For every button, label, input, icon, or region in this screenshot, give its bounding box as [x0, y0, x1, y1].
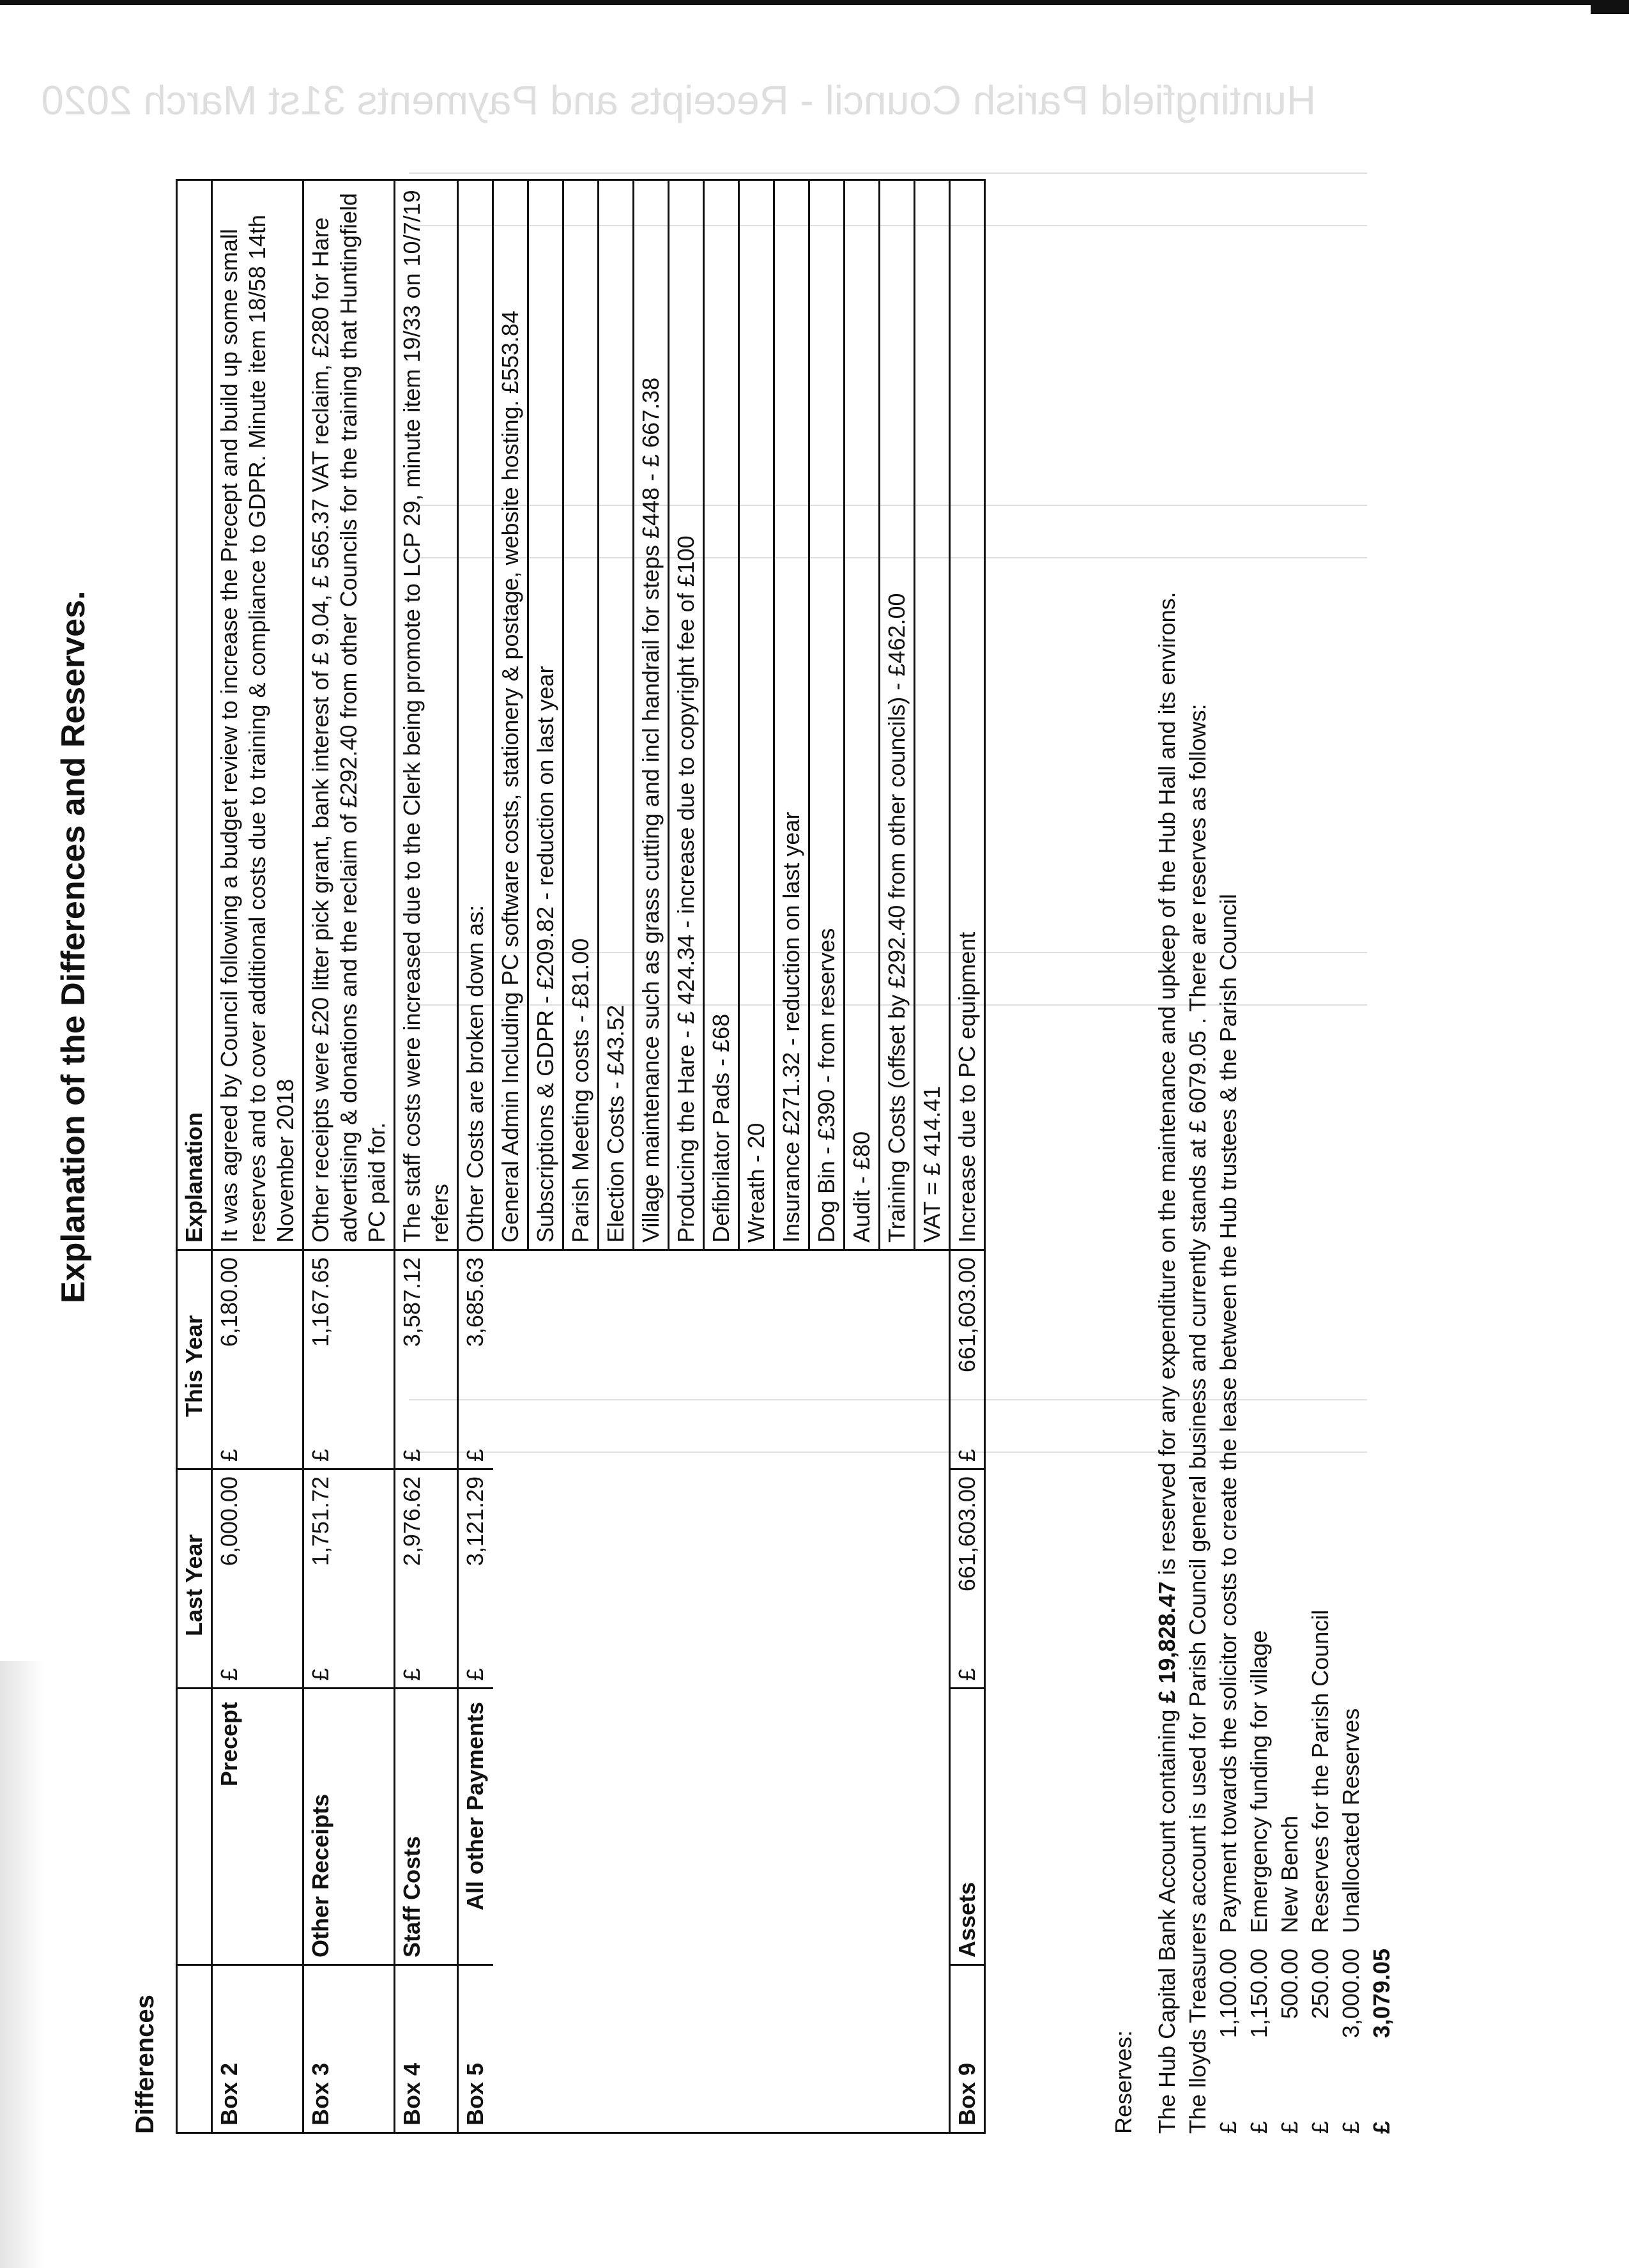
breakdown-item: Village maintenance such as grass cutting and incl handrail for steps £448 - £ 667.38 — [634, 180, 669, 1250]
last-year-value: 661,603.00 — [950, 1469, 985, 1643]
this-year-value: 3,685.63 — [458, 1250, 493, 1424]
reserve-item — [1305, 592, 1336, 2134]
differences-table — [176, 179, 986, 2134]
explanation-text: Other receipts were £20 litter pick grant, bank interest of £ 9.04, £ 565.37 VAT reclaim, £280 for Hare advertising & donations and the reclaim of £292.40 from other Councils for the training that Huntingfield PC paid for. — [303, 180, 395, 1250]
reserve-item — [1336, 592, 1366, 2134]
currency-symbol: £ — [458, 1423, 493, 1469]
ghost-title: Huntingfield Parish Council - Receipts and Payments 31st March 2020 — [41, 77, 1316, 123]
reserve-total — [1366, 592, 1397, 2134]
header-this-year: This Year — [177, 1250, 212, 1424]
rotated-page — [16, 64, 1613, 2236]
currency-symbol: £ — [950, 1643, 985, 1689]
explanation-text: It was agreed by Council following a budget review to increase the Precept and build up some small reserves and to cover additional costs due to training & compliance to GDPR. Minute item 18/58 14th November 2018 — [212, 180, 303, 1250]
breakdown-item: Election Costs - £43.52 — [599, 180, 634, 1250]
breakdown-item: Subscriptions & GDPR - £209.82 - reduction on last year — [528, 180, 563, 1250]
blank-cell — [774, 1250, 809, 2133]
currency-symbol: £ — [1215, 2120, 1241, 2134]
box5-breakdown-row — [599, 180, 634, 2133]
this-year-value: 6,180.00 — [212, 1250, 303, 1424]
box5-breakdown-row — [634, 180, 669, 2133]
reserves-section — [1108, 592, 1397, 2134]
blank-cell — [528, 1250, 563, 2133]
last-year-value: 2,976.62 — [395, 1469, 458, 1643]
this-year-value: 3,587.12 — [395, 1250, 458, 1424]
table-row-box5 — [458, 180, 493, 2133]
box5-breakdown-row — [704, 180, 739, 2133]
reserve-desc: Reserves for the Parish Council — [1307, 1609, 1333, 1933]
category-label: Other Receipts — [303, 1689, 395, 1965]
header-box — [177, 1965, 212, 2133]
box-label: Box 9 — [950, 1965, 985, 2133]
hub-amount: £ 19,828.47 — [1154, 1581, 1180, 1703]
box5-breakdown-row — [880, 180, 915, 2133]
currency-symbol: £ — [1246, 2120, 1272, 2134]
explanation-text: Other Costs are broken down as: — [458, 180, 493, 1250]
box5-breakdown-row — [669, 180, 704, 2133]
lloyds-account-text: The lloyds Treasurers account is used for Parish Council general business and currently stands at £ 6079.05 . There are reserves as follows: — [1184, 703, 1211, 2134]
reserve-amount: 1,150.00 — [1246, 1949, 1272, 2039]
breakdown-item: General Admin Including PC software costs, stationery & postage, website hosting. £553.84 — [493, 180, 528, 1250]
header-category — [177, 1689, 212, 1965]
category-label: Assets — [950, 1689, 985, 1965]
blank-cell — [704, 1250, 739, 2133]
hub-text-end: is reserved for any expenditure on the maintenance and upkeep of the Hub Hall and its environs. — [1154, 592, 1180, 1582]
currency-symbol: £ — [458, 1643, 493, 1689]
header-cell — [177, 1643, 212, 1689]
box5-breakdown-row — [493, 180, 528, 2133]
currency-symbol: £ — [303, 1423, 395, 1469]
table-row-box9 — [950, 180, 985, 2133]
scan-top-border — [0, 0, 1629, 5]
differences-heading: Differences — [131, 1995, 159, 2134]
box-label: Box 2 — [212, 1965, 303, 2133]
this-year-value: 1,167.65 — [303, 1250, 395, 1424]
currency-symbol: £ — [1307, 2120, 1333, 2134]
reserve-desc: Unallocated Reserves — [1338, 1708, 1364, 1933]
category-label: Staff Costs — [395, 1689, 458, 1965]
header-explanation: Explanation — [177, 180, 212, 1250]
box5-breakdown-row — [739, 180, 774, 2133]
breakdown-item: Training Costs (offset by £292.40 from other councils) - £462.00 — [880, 180, 915, 1250]
hub-account-text — [1152, 592, 1182, 2134]
this-year-value: 661,603.00 — [950, 1250, 985, 1424]
reserve-amount: 500.00 — [1276, 1949, 1303, 2019]
blank-cell — [809, 1250, 845, 2133]
breakdown-item: Parish Meeting costs - £81.00 — [563, 180, 599, 1250]
blank-cell — [739, 1250, 774, 2133]
last-year-value: 1,751.72 — [303, 1469, 395, 1643]
blank-cell — [599, 1250, 634, 2133]
blank-cell — [845, 1250, 880, 2133]
breakdown-item: Insurance £271.32 - reduction on last year — [774, 180, 809, 1250]
table-row-box4 — [395, 180, 458, 2133]
breakdown-item: Defibrilator Pads - £68 — [704, 180, 739, 1250]
reserve-amount: 3,000.00 — [1338, 1949, 1364, 2039]
box-label: Box 4 — [395, 1965, 458, 2133]
box-label: Box 3 — [303, 1965, 395, 2133]
blank-cell — [669, 1250, 704, 2133]
reserves-label: Reserves: — [1110, 2030, 1136, 2134]
blank-cell — [880, 1250, 915, 2133]
reserve-amount: 250.00 — [1307, 1949, 1333, 2019]
table-row-box2 — [212, 180, 303, 2133]
box5-breakdown-row — [774, 180, 809, 2133]
box-label: Box 5 — [458, 1965, 493, 2133]
currency-symbol: £ — [395, 1423, 458, 1469]
reserves-list — [1213, 592, 1397, 2134]
blank-cell — [634, 1250, 669, 2133]
currency-symbol: £ — [212, 1643, 303, 1689]
breakdown-item: VAT = £ 414.41 — [915, 180, 950, 1250]
page-title: Explanation of the Differences and Reserves. — [55, 590, 92, 1303]
reserve-amount: 1,100.00 — [1215, 1949, 1241, 2039]
table-row-box3 — [303, 180, 395, 2133]
blank-cell — [563, 1250, 599, 2133]
currency-symbol: £ — [950, 1423, 985, 1469]
explanation-text: Increase due to PC equipment — [950, 180, 985, 1250]
breakdown-item: Wreath - 20 — [739, 180, 774, 1250]
scan-corner-mark — [1591, 0, 1629, 14]
currency-symbol: £ — [303, 1643, 395, 1689]
header-last-year: Last Year — [177, 1469, 212, 1643]
box5-breakdown-row — [809, 180, 845, 2133]
currency-symbol: £ — [395, 1643, 458, 1689]
breakdown-item: Producing the Hare - £ 424.34 - increase due to copyright fee of £100 — [669, 180, 704, 1250]
explanation-text: The staff costs were increased due to the Clerk being promote to LCP 29, minute item 19/33 on 10/7/19 refers — [395, 180, 458, 1250]
breakdown-item: Dog Bin - £390 - from reserves — [809, 180, 845, 1250]
reserve-desc: New Bench — [1276, 1815, 1303, 1933]
blank-cell — [915, 1250, 950, 2133]
currency-symbol: £ — [212, 1423, 303, 1469]
hub-text-start: The Hub Capital Bank Account containing — [1154, 1703, 1180, 2134]
reserve-item — [1244, 592, 1274, 2134]
reserve-total-amount: 3,079.05 — [1368, 1949, 1395, 2039]
box5-breakdown-row — [915, 180, 950, 2133]
currency-symbol: £ — [1276, 2120, 1303, 2134]
reserve-item — [1274, 592, 1305, 2134]
blank-cell — [493, 1250, 528, 2133]
box5-breakdown-row — [845, 180, 880, 2133]
header-cell — [177, 1423, 212, 1469]
box5-breakdown-row — [528, 180, 563, 2133]
last-year-value: 6,000.00 — [212, 1469, 303, 1643]
reserve-desc: Payment towards the solicitor costs to create the lease between the Hub trustees & the Parish Council — [1215, 894, 1241, 1933]
reserve-item — [1213, 592, 1244, 2134]
table-header-row — [177, 180, 212, 2133]
reserve-desc: Emergency funding for village — [1246, 1630, 1272, 1933]
currency-symbol: £ — [1338, 2120, 1364, 2134]
currency-symbol: £ — [1368, 2120, 1395, 2134]
category-label: All other Payments — [458, 1689, 493, 1965]
breakdown-item: Audit - £80 — [845, 180, 880, 1250]
box5-breakdown-row — [563, 180, 599, 2133]
last-year-value: 3,121.29 — [458, 1469, 493, 1643]
category-label: Precept — [212, 1689, 303, 1965]
